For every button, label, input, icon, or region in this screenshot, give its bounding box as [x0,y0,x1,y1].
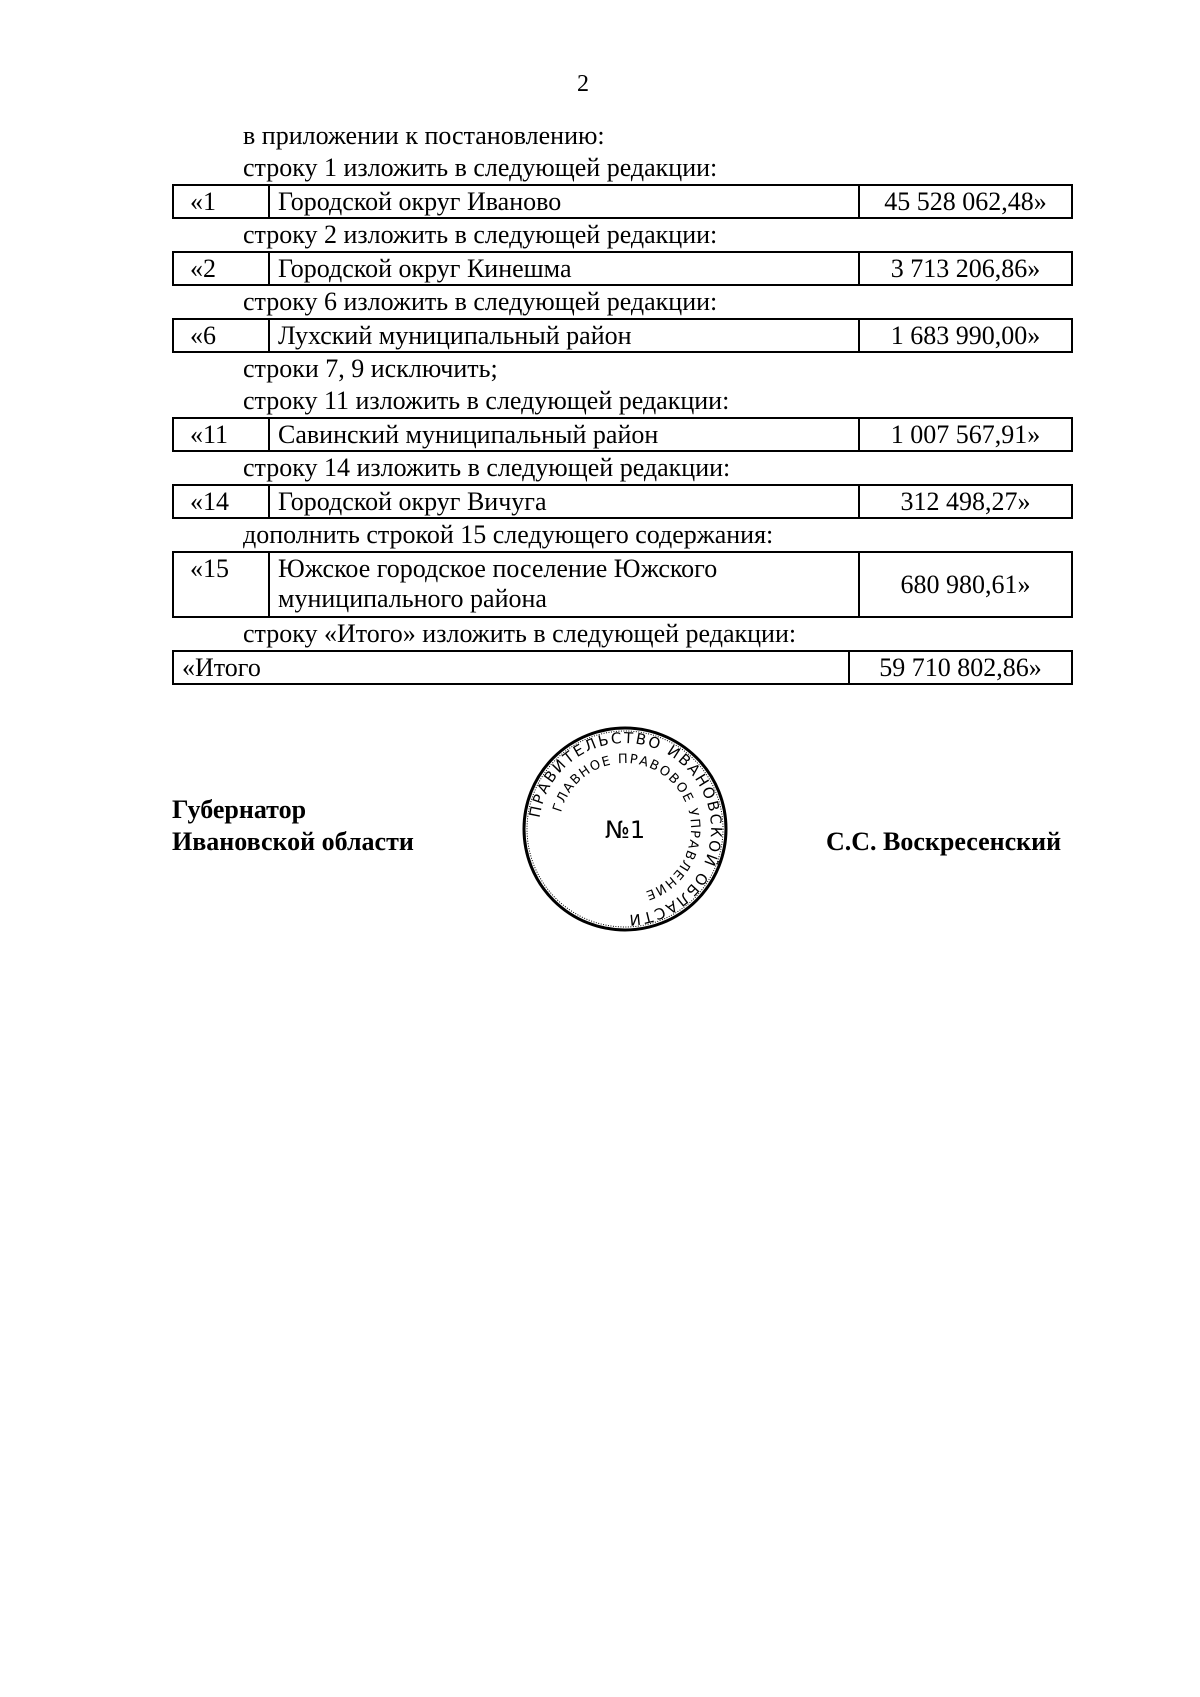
row-number: «2 [173,252,269,285]
table-row [172,184,1073,219]
row-name: Лухский муниципальный район [269,319,859,352]
row-number: «1 [173,185,269,218]
seal-center-number: №1 [604,816,646,844]
total-value: 59 710 802,86» [849,651,1072,684]
instruction-row-6: строку 6 изложить в следующей редакции: [243,287,718,316]
row-name: Городской округ Кинешма [269,252,859,285]
row-value: 1 683 990,00» [859,319,1072,352]
signature-title-line-1: Губернатор [172,795,307,824]
row-number: «11 [173,418,269,451]
row-number: «6 [173,319,269,352]
row-value: 680 980,61» [859,552,1072,617]
row-name [269,552,859,617]
instruction-row-14: строку 14 изложить в следующей редакции: [243,453,731,482]
total-row [172,650,1073,685]
page-number: 2 [577,71,589,97]
row-value: 312 498,27» [859,485,1072,518]
signature-title [172,794,414,858]
row-number: «15 [173,552,269,617]
total-label: «Итого [173,651,849,684]
signer-name: С.С. Воскресенский [826,827,1062,856]
row-value: 45 528 062,48» [859,185,1072,218]
table-row [172,484,1073,519]
intro-line: в приложении к постановлению: [243,121,605,150]
table-row [172,417,1073,452]
amendments-block [172,120,1072,685]
row-name-line-2: муниципального района [278,584,547,613]
instruction-row-2: строку 2 изложить в следующей редакции: [243,220,718,249]
row-name: Городской округ Вичуга [269,485,859,518]
instruction-total: строку «Итого» изложить в следующей редакции: [243,619,797,648]
table-row [172,251,1073,286]
table-row [172,551,1073,618]
seal-outer-text: ПРАВИТЕЛЬСТВО ИВАНОВСКОЙ ОБЛАСТИ [525,728,726,930]
official-seal [520,724,730,934]
row-name: Савинский муниципальный район [269,418,859,451]
row-value: 3 713 206,86» [859,252,1072,285]
row-number: «14 [173,485,269,518]
instruction-row-15: дополнить строкой 15 следующего содержания: [243,520,774,549]
signature-title-line-2: Ивановской области [172,827,414,856]
row-name-line-1: Южское городское поселение Южского [278,554,718,583]
table-row [172,318,1073,353]
instruction-row-11: строку 11 изложить в следующей редакции: [243,386,730,415]
row-name: Городской округ Иваново [269,185,859,218]
row-value: 1 007 567,91» [859,418,1072,451]
seal-inner-text: ГЛАВНОЕ ПРАВОВОЕ УПРАВЛЕНИЕ [550,751,703,903]
instruction-row-1: строку 1 изложить в следующей редакции: [243,153,718,182]
instruction-rows-7-9: строки 7, 9 исключить; [243,354,498,383]
